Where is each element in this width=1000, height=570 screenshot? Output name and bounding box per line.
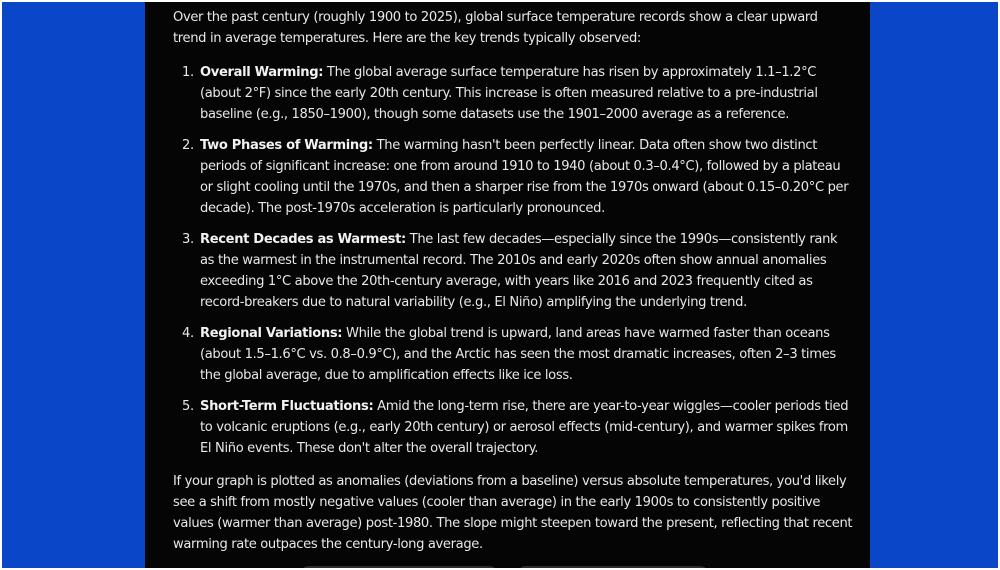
- list-item-text: The warming hasn't been perfectly linear. Data often show two distinct periods of significant increase: one from around 1910 to 1940 (about 0.3–0.4°C), followed by a plateau or slight cooling until the 1970s, and then a sharper rise from the 1970s onward (about 0.15–0.20°C per decade). The post-1970s acceleration is particularly pronounced.: [200, 138, 849, 216]
- list-item-text: Amid the long-term rise, there are year-to-year wiggles—cooler periods tied to volcanic eruptions (e.g., early 20th century) or aerosol effects (mid-century), and warmer spikes from El Niño events. These don't alter the overall trajectory.: [200, 399, 849, 456]
- bottom-action-button[interactable]: [300, 566, 498, 568]
- response-content: [173, 7, 853, 555]
- trends-list: [173, 62, 853, 459]
- list-item-heading: Overall Warming:: [200, 65, 324, 80]
- list-item-heading: Two Phases of Warming:: [200, 138, 373, 153]
- list-item-heading: Short-Term Fluctuations:: [200, 399, 374, 414]
- chat-response-panel: [145, 2, 870, 568]
- list-item-number: 1.: [182, 65, 194, 80]
- bottom-action-button[interactable]: [517, 566, 709, 568]
- list-item-number: 4.: [182, 326, 194, 341]
- list-item-heading: Recent Decades as Warmest:: [200, 232, 406, 247]
- list-item-text: The last few decades—especially since the 1990s—consistently rank as the warmest in the instrumental record. The 2010s and early 2020s often show annual anomalies exceeding 1°C above the 20th-century average, with years like 2016 and 2023 frequently cited as record-breakers due to natural variability (e.g., El Niño) amplifying the underlying trend.: [200, 232, 838, 310]
- list-item: [182, 229, 853, 313]
- list-item-heading: Regional Variations:: [200, 326, 343, 341]
- list-item: [182, 323, 853, 386]
- list-item-number: 5.: [182, 399, 194, 414]
- list-item-text: The global average surface temperature has risen by approximately 1.1–1.2°C (about 2°F) since the early 20th century. This increase is often measured relative to a pre-industrial baseline (e.g., 1850–1900), though some datasets use the 1901–2000 average as a reference.: [200, 65, 818, 122]
- list-item: [182, 62, 853, 125]
- list-item-text: While the global trend is upward, land areas have warmed faster than oceans (about 1.5–1.6°C vs. 0.8–0.9°C), and the Arctic has seen the most dramatic increases, often 2–3 times the global average, due to amplification effects like ice loss.: [200, 326, 836, 383]
- list-item: [182, 135, 853, 219]
- list-item-number: 2.: [182, 138, 194, 153]
- blue-frame-background: [2, 2, 998, 568]
- list-item-number: 3.: [182, 232, 194, 247]
- list-item: [182, 396, 853, 459]
- outro-paragraph: If your graph is plotted as anomalies (deviations from a baseline) versus absolute temperatures, you'd likely see a shift from mostly negative values (cooler than average) in the early 1900s to consistently positive values (warmer than average) post-1980. The slope might steepen toward the present, reflecting that recent warming rate outpaces the century-long average.: [173, 474, 853, 552]
- intro-paragraph: Over the past century (roughly 1900 to 2025), global surface temperature records show a clear upward trend in average temperatures. Here are the key trends typically observed:: [173, 10, 818, 46]
